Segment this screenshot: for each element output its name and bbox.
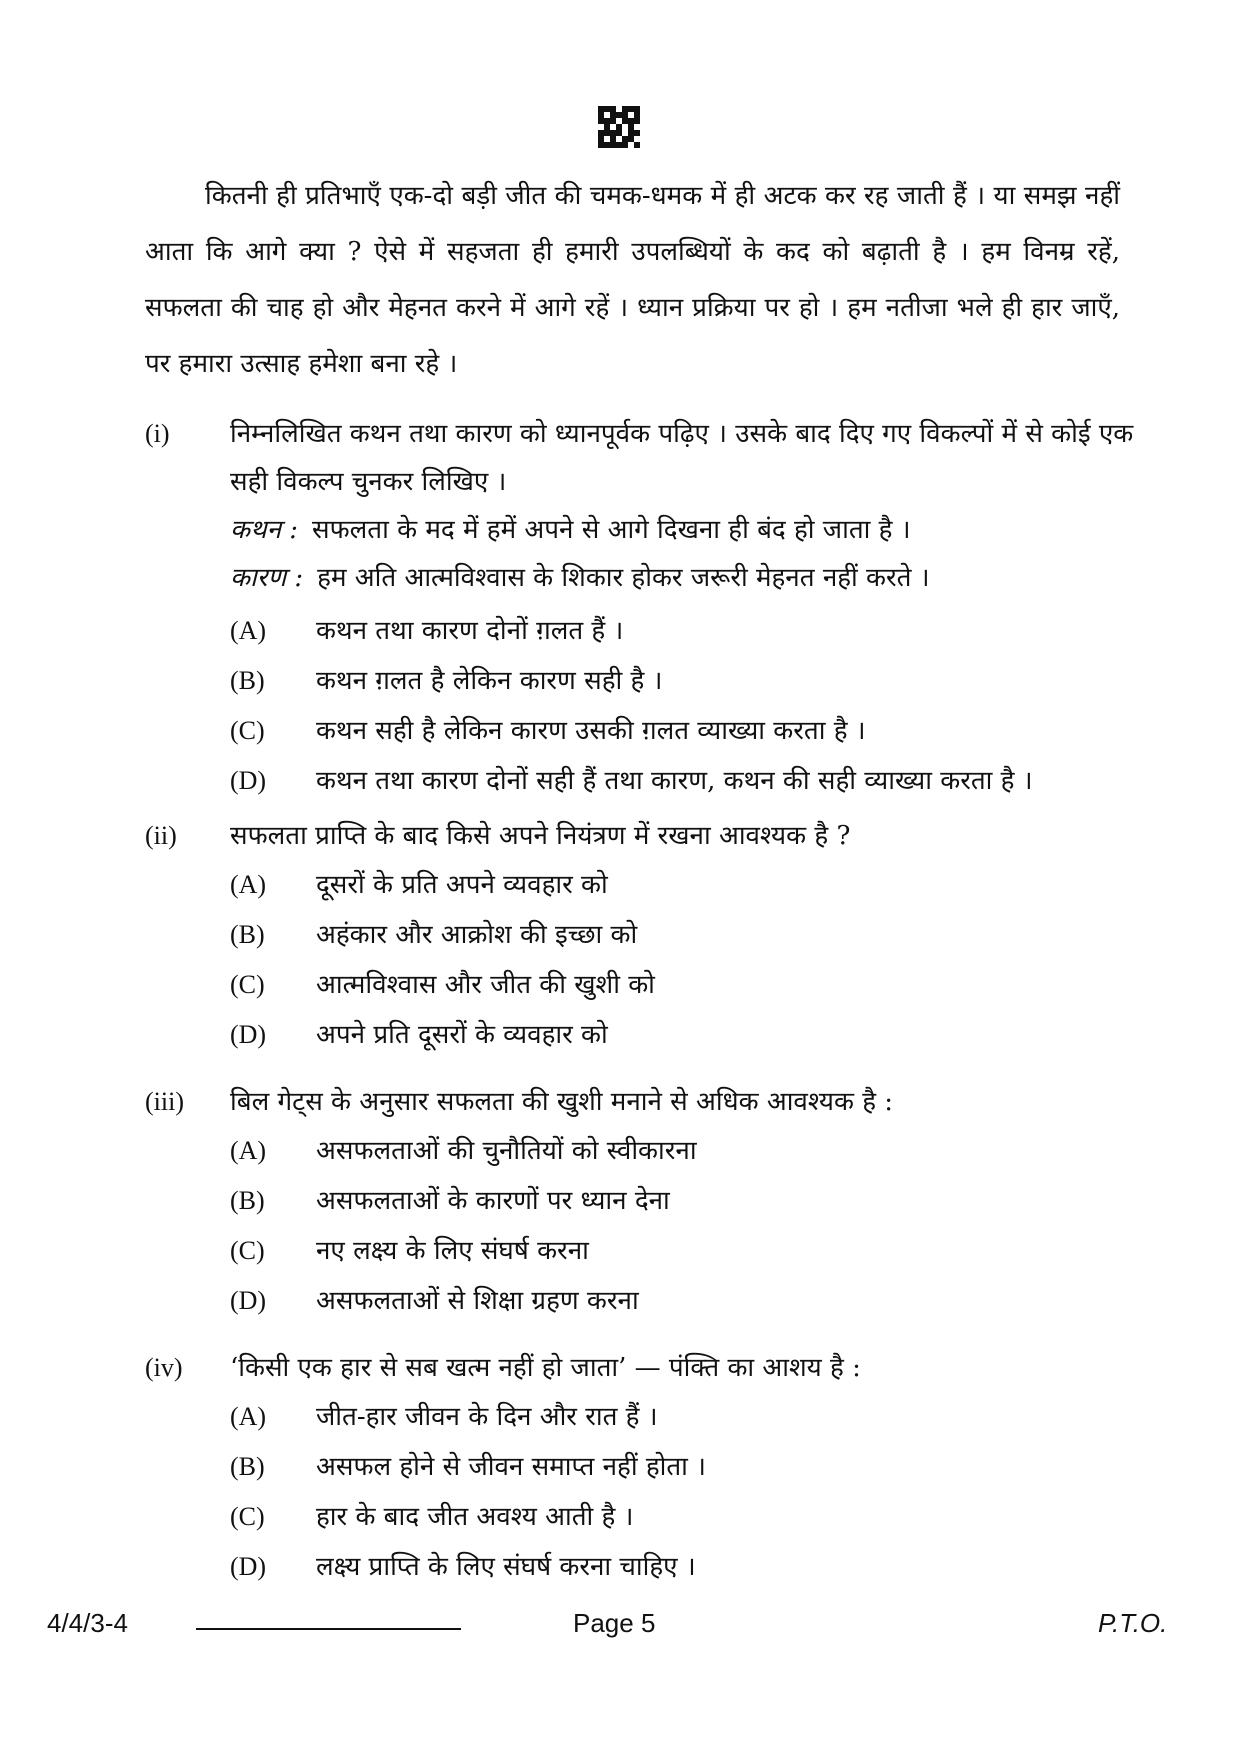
- option-letter: (C): [230, 970, 265, 999]
- option-b: [230, 1442, 1135, 1492]
- option-c: [230, 706, 1135, 756]
- question-number: (iv): [145, 1353, 183, 1382]
- option-letter: (D): [230, 766, 267, 795]
- option-d: [230, 1542, 1135, 1592]
- footer-rule: [196, 1628, 461, 1630]
- option-letter: (D): [230, 1286, 267, 1315]
- karan-label: कारण :: [230, 563, 304, 593]
- option-letter: (A): [230, 1402, 267, 1431]
- option-text: अहंकार और आक्रोश की इच्छा को: [316, 920, 638, 950]
- option-b: [230, 1176, 1135, 1226]
- option-text: दूसरों के प्रति अपने व्यवहार को: [316, 870, 608, 900]
- question-stem: निम्नलिखित कथन तथा कारण को ध्यानपूर्वक पढ़िए । उसके बाद दिए गए विकल्पों में से कोई एक सही विकल्प चुनकर लिखिए ।: [230, 419, 1134, 497]
- option-letter: (B): [230, 920, 265, 949]
- option-a: [230, 606, 1135, 656]
- option-letter: (D): [230, 1552, 267, 1581]
- please-turn-over: P.T.O.: [1098, 1608, 1168, 1638]
- option-text: कथन तथा कारण दोनों सही हैं तथा कारण, कथन की सही व्याख्या करता है ।: [316, 766, 1033, 796]
- kathan-label: कथन :: [230, 515, 299, 545]
- option-text: कथन सही है लेकिन कारण उसकी ग़लत व्याख्या करता है ।: [316, 716, 866, 746]
- option-letter: (C): [230, 1236, 265, 1265]
- paper-code: 4/4/3-4: [47, 1608, 128, 1638]
- option-letter: (C): [230, 1502, 265, 1531]
- option-text: लक्ष्य प्राप्ति के लिए संघर्ष करना चाहिए ।: [316, 1552, 696, 1582]
- option-letter: (A): [230, 1136, 267, 1165]
- option-letter: (D): [230, 1020, 267, 1049]
- option-letter: (C): [230, 716, 265, 745]
- option-d: [230, 1010, 1135, 1060]
- option-text: कथन तथा कारण दोनों ग़लत हैं ।: [316, 616, 624, 646]
- question-number: (iii): [145, 1087, 184, 1116]
- option-b: [230, 656, 1135, 706]
- option-text: अपने प्रति दूसरों के व्यवहार को: [316, 1020, 608, 1050]
- page-footer: [0, 1608, 1241, 1648]
- question-3: [145, 1078, 1135, 1326]
- question-2: [145, 812, 1135, 1060]
- options-list: [230, 1392, 1135, 1592]
- question-stem: सफलता प्राप्ति के बाद किसे अपने नियंत्रण में रखना आवश्यक है ?: [230, 821, 851, 851]
- option-a: [230, 1392, 1135, 1442]
- option-text: हार के बाद जीत अवश्य आती है ।: [316, 1502, 634, 1532]
- option-text: आत्मविश्वास और जीत की खुशी को: [316, 970, 655, 1000]
- option-letter: (B): [230, 1186, 265, 1215]
- option-letter: (A): [230, 616, 267, 645]
- karan-text: हम अति आत्मविश्वास के शिकार होकर जरूरी मेहनत नहीं करते ।: [317, 563, 930, 593]
- question-stem: बिल गेट्स के अनुसार सफलता की खुशी मनाने से अधिक आवश्यक है :: [230, 1087, 894, 1117]
- passage: [145, 168, 1120, 392]
- option-d: [230, 756, 1135, 806]
- question-4: [145, 1344, 1135, 1592]
- kathan-line: [230, 506, 1135, 554]
- option-text: नए लक्ष्य के लिए संघर्ष करना: [316, 1236, 589, 1266]
- option-a: [230, 1126, 1135, 1176]
- option-text: कथन ग़लत है लेकिन कारण सही है ।: [316, 666, 663, 696]
- options-list: [230, 606, 1135, 806]
- option-text: असफल होने से जीवन समाप्त नहीं होता ।: [316, 1452, 707, 1482]
- option-d: [230, 1276, 1135, 1326]
- options-list: [230, 1126, 1135, 1326]
- option-text: असफलताओं के कारणों पर ध्यान देना: [316, 1186, 670, 1216]
- question-stem: ‘किसी एक हार से सब खत्म नहीं हो जाता’ — पंक्ति का आशय है :: [230, 1353, 861, 1383]
- option-letter: (B): [230, 666, 265, 695]
- option-b: [230, 910, 1135, 960]
- kathan-text: सफलता के मद में हमें अपने से आगे दिखना ही बंद हो जाता है ।: [312, 515, 911, 545]
- option-text: जीत-हार जीवन के दिन और रात हैं ।: [316, 1402, 658, 1432]
- qr-code: [598, 106, 640, 148]
- options-list: [230, 860, 1135, 1060]
- option-c: [230, 1492, 1135, 1542]
- page-number: Page 5: [573, 1608, 656, 1638]
- question-1: [145, 410, 1135, 806]
- question-number: (i): [145, 419, 170, 448]
- option-c: [230, 1226, 1135, 1276]
- option-letter: (B): [230, 1452, 265, 1481]
- option-text: असफलताओं की चुनौतियों को स्वीकारना: [316, 1136, 697, 1166]
- option-letter: (A): [230, 870, 267, 899]
- passage-text: कितनी ही प्रतिभाएँ एक-दो बड़ी जीत की चमक-धमक में ही अटक कर रह जाती हैं । या समझ नहीं आता कि आगे क्या ? ऐसे में सहजता ही हमारी उपलब्धियों के कद को बढ़ाती है । हम विनम्र रहें, सफलता की चाह हो और मेहनत करने में आगे रहें । ध्यान प्रक्रिया पर हो । हम नतीजा भले ही हार जाएँ, पर हमारा उत्साह हमेशा बना रहे ।: [145, 181, 1120, 379]
- question-number: (ii): [145, 821, 177, 850]
- karan-line: [230, 554, 1135, 602]
- option-text: असफलताओं से शिक्षा ग्रहण करना: [316, 1286, 639, 1316]
- option-a: [230, 860, 1135, 910]
- option-c: [230, 960, 1135, 1010]
